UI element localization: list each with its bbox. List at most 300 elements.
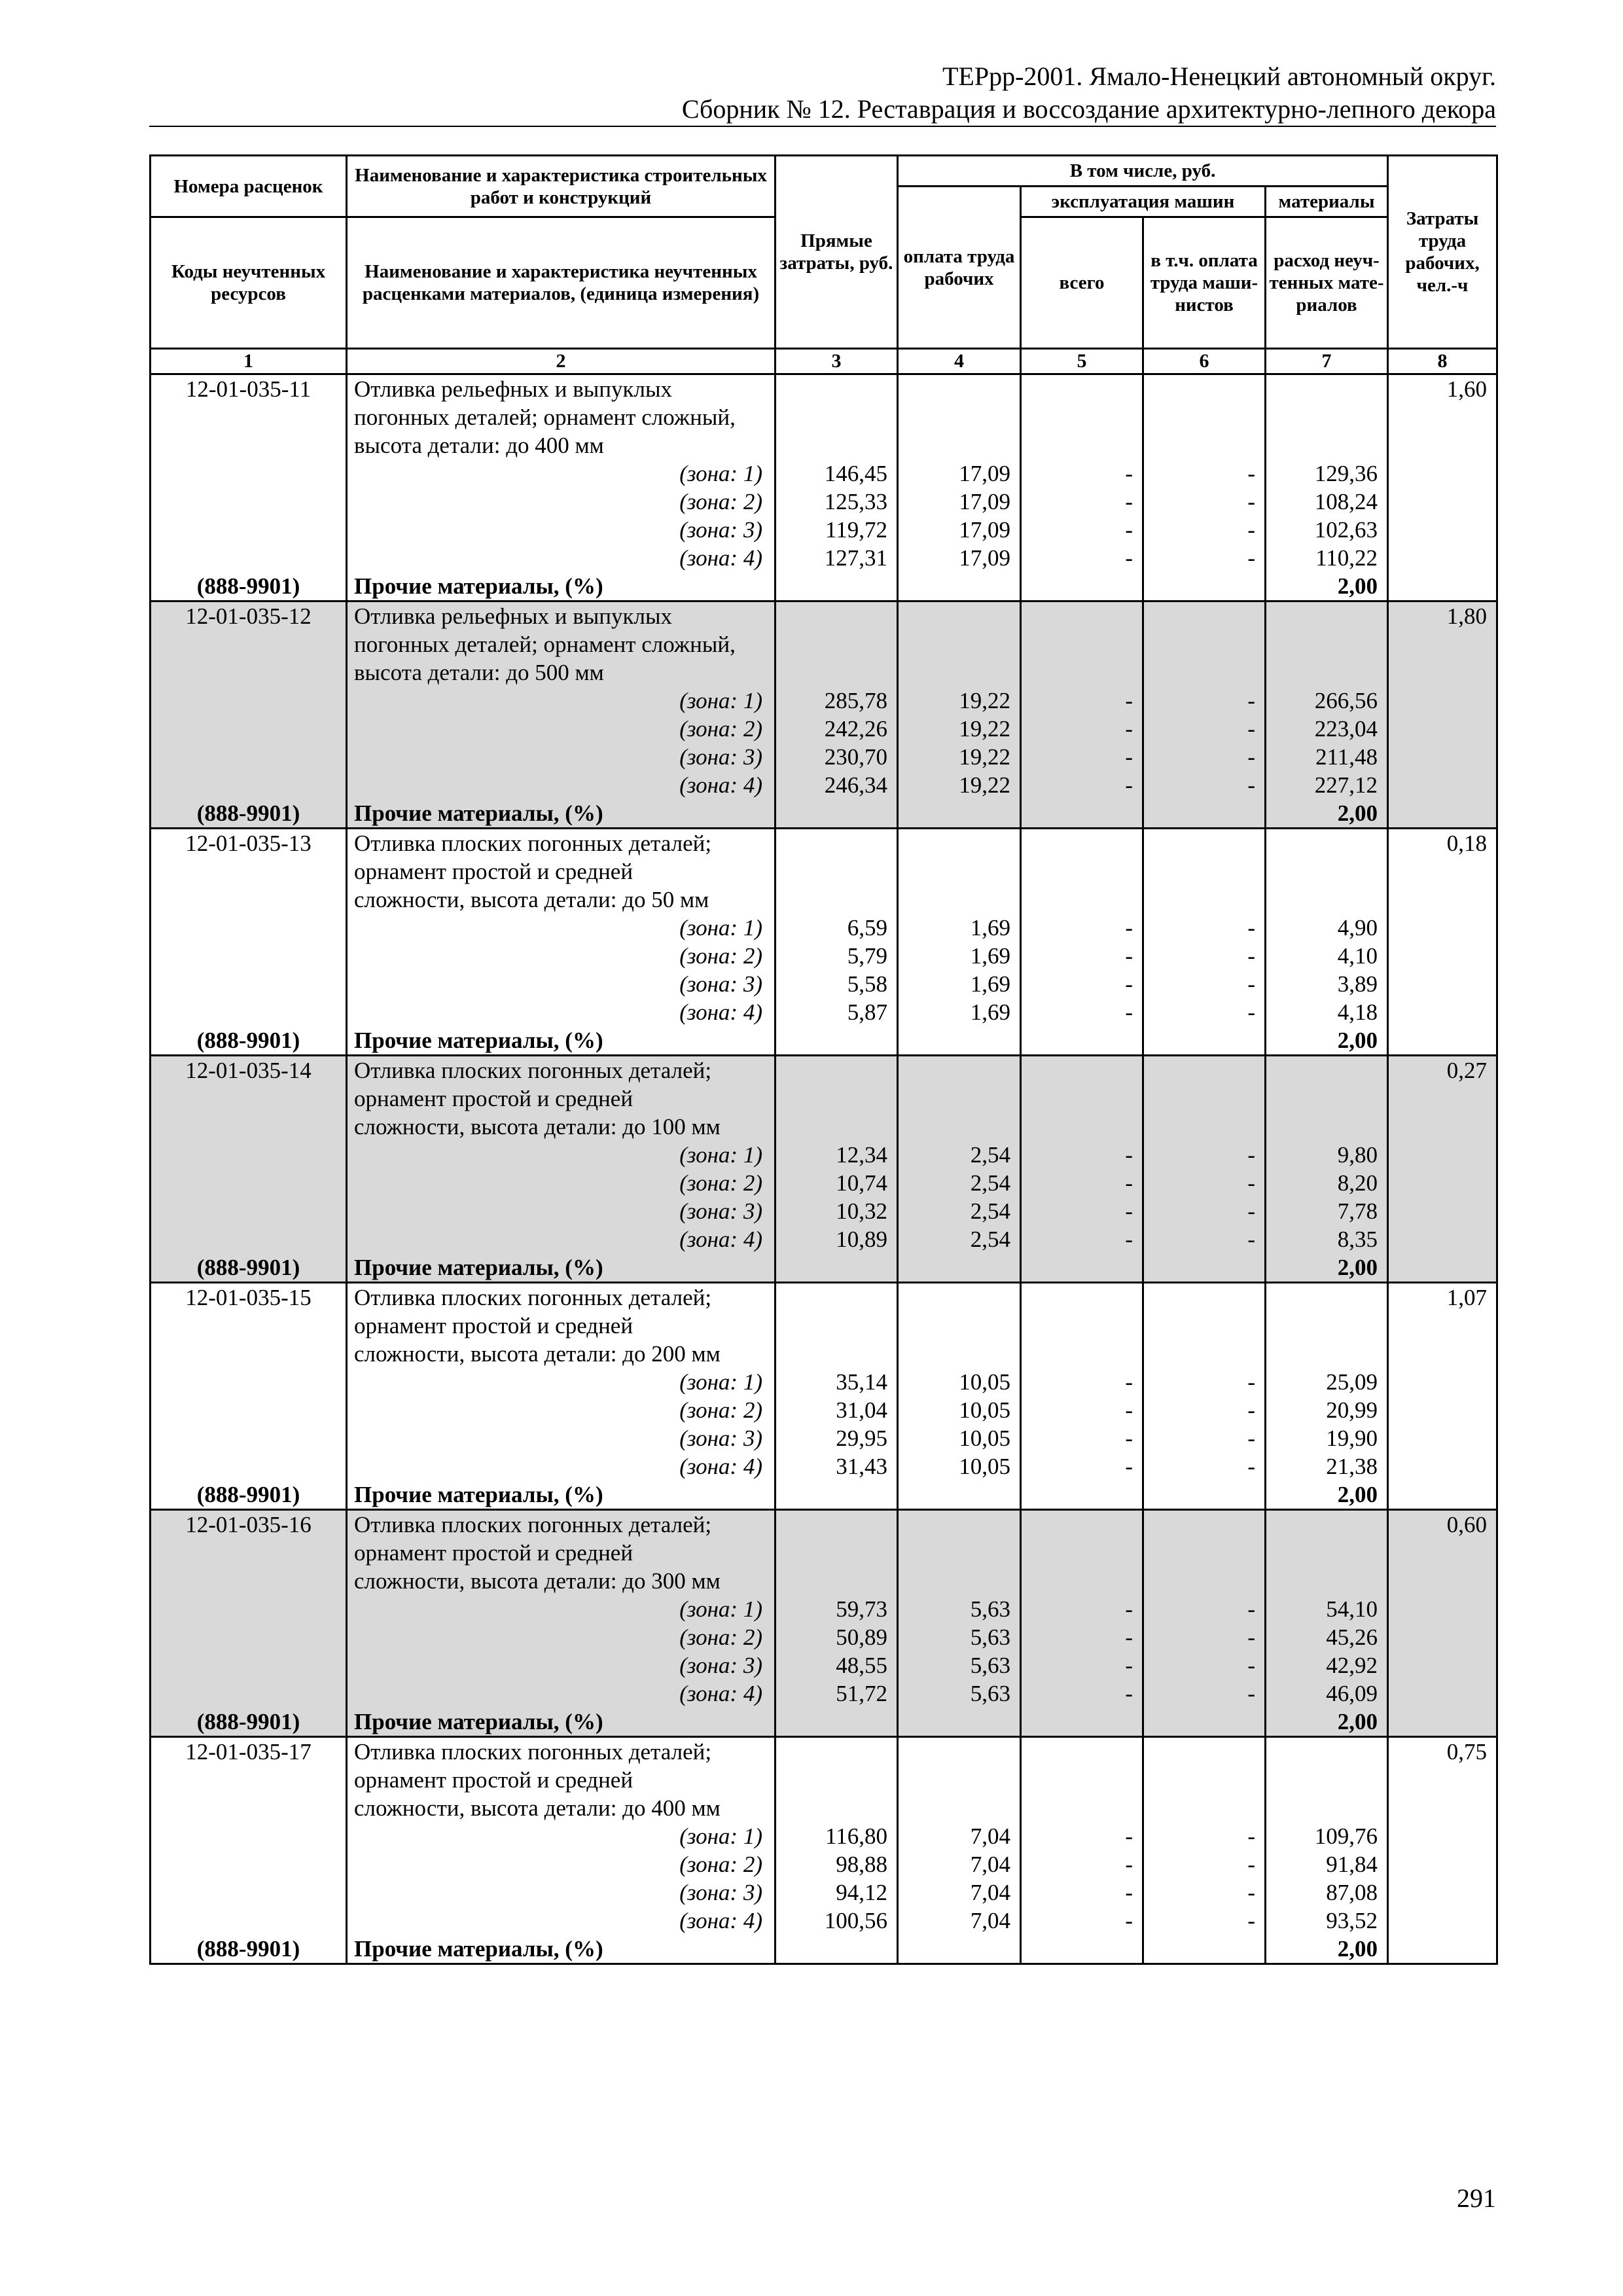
zone-label: (зона: 1) <box>679 1596 762 1622</box>
worker-pay-cell <box>898 829 1021 1056</box>
worker-pay: 10,05 <box>959 1397 1010 1423</box>
operators-value: - <box>1247 517 1255 543</box>
materials-value: 102,63 <box>1314 517 1378 543</box>
zone-label: (зона: 3) <box>679 744 762 770</box>
head-direct-costs: Прямые затраты, руб. <box>776 156 898 349</box>
machines-value: - <box>1125 1227 1133 1252</box>
machines-value: - <box>1125 1369 1133 1395</box>
direct-cost: 146,45 <box>824 461 887 486</box>
operators-value: - <box>1247 971 1255 997</box>
operators-value: - <box>1247 744 1255 770</box>
materials-value: 54,10 <box>1326 1596 1378 1622</box>
rate-block <box>151 601 1497 829</box>
operators-value: - <box>1247 1397 1255 1423</box>
materials-value: 3,89 <box>1337 971 1378 997</box>
direct-cost: 29,95 <box>836 1426 887 1451</box>
zone-label: (зона: 3) <box>679 1880 762 1905</box>
worker-pay: 7,04 <box>970 1880 1010 1905</box>
rate-code-cell <box>151 1510 347 1737</box>
column-number: 2 <box>347 349 776 374</box>
zone-label: (зона: 3) <box>679 971 762 997</box>
zone-label: (зона: 4) <box>679 999 762 1025</box>
head-resource-codes: Коды неучтенных ресурсов <box>151 217 347 349</box>
worker-pay: 7,04 <box>970 1823 1010 1849</box>
worker-pay: 19,22 <box>959 688 1010 713</box>
rate-code-cell <box>151 374 347 601</box>
rate-name-line: орнамент простой и средней <box>354 1540 633 1566</box>
machines-value: - <box>1125 772 1133 798</box>
rate-name-line: высота детали: до 400 мм <box>354 433 604 458</box>
worker-pay-cell <box>898 1056 1021 1283</box>
direct-cost: 51,72 <box>836 1681 887 1706</box>
resource-code: (888-9901) <box>196 1936 300 1962</box>
operators-cell <box>1143 1510 1266 1737</box>
direct-cost: 230,70 <box>824 744 887 770</box>
zone-label: (зона: 4) <box>679 545 762 571</box>
head-machine-operation: эксплуатация машин <box>1021 187 1266 217</box>
zone-label: (зона: 2) <box>679 489 762 514</box>
resource-name: Прочие материалы, (%) <box>354 1255 603 1280</box>
operators-cell <box>1143 601 1266 829</box>
rate-block <box>151 1283 1497 1510</box>
materials-cell <box>1266 601 1388 829</box>
materials-value: 9,80 <box>1337 1142 1378 1168</box>
operators-value: - <box>1247 1880 1255 1905</box>
worker-pay: 7,04 <box>970 1852 1010 1877</box>
rate-name-line: сложности, высота детали: до 50 мм <box>354 887 709 912</box>
column-number: 4 <box>898 349 1021 374</box>
labor-cell <box>1388 1737 1497 1964</box>
operators-cell <box>1143 1283 1266 1510</box>
worker-pay: 19,22 <box>959 744 1010 770</box>
table-row <box>151 1056 1497 1283</box>
column-number: 8 <box>1388 349 1497 374</box>
machines-cell <box>1021 1283 1143 1510</box>
rate-block <box>151 829 1497 1056</box>
rate-name-cell <box>347 1283 776 1510</box>
table-row <box>151 1510 1497 1737</box>
rate-name-line: Отливка плоских погонных деталей; <box>354 1058 712 1083</box>
machines-value: - <box>1125 1170 1133 1196</box>
direct-cost: 285,78 <box>824 688 887 713</box>
worker-pay: 1,69 <box>970 943 1010 969</box>
direct-cost: 35,14 <box>836 1369 887 1395</box>
resource-name: Прочие материалы, (%) <box>354 1482 603 1507</box>
zone-label: (зона: 3) <box>679 517 762 543</box>
rate-code-cell <box>151 1056 347 1283</box>
table-row <box>151 601 1497 829</box>
labor-value: 0,75 <box>1446 1739 1488 1765</box>
operators-value: - <box>1247 545 1255 571</box>
materials-value: 109,76 <box>1314 1823 1378 1849</box>
rate-code: 12-01-035-13 <box>185 831 312 856</box>
materials-value: 4,18 <box>1337 999 1378 1025</box>
machines-value: - <box>1125 1852 1133 1877</box>
materials-value: 4,10 <box>1337 943 1378 969</box>
worker-pay: 19,22 <box>959 716 1010 742</box>
worker-pay: 2,54 <box>970 1142 1010 1168</box>
machines-value: - <box>1125 1653 1133 1678</box>
operators-cell <box>1143 1056 1266 1283</box>
rate-name-line: Отливка плоских погонных деталей; <box>354 1285 712 1310</box>
worker-pay: 5,63 <box>970 1653 1010 1678</box>
worker-pay: 10,05 <box>959 1454 1010 1479</box>
rate-name-line: сложности, высота детали: до 200 мм <box>354 1341 721 1367</box>
rate-name-cell <box>347 1510 776 1737</box>
materials-value: 266,56 <box>1314 688 1378 713</box>
resource-code: (888-9901) <box>196 1482 300 1507</box>
materials-value: 87,08 <box>1326 1880 1378 1905</box>
materials-value: 4,90 <box>1337 915 1378 941</box>
rate-code-cell <box>151 601 347 829</box>
machines-value: - <box>1125 1823 1133 1849</box>
worker-pay-cell <box>898 1283 1021 1510</box>
resource-value: 2,00 <box>1337 800 1378 826</box>
operators-value: - <box>1247 716 1255 742</box>
worker-pay: 2,54 <box>970 1227 1010 1252</box>
operators-value: - <box>1247 1142 1255 1168</box>
table-row <box>151 1737 1497 1964</box>
resource-code: (888-9901) <box>196 1709 300 1734</box>
operators-value: - <box>1247 1227 1255 1252</box>
rate-name-line: Отливка плоских погонных деталей; <box>354 1512 712 1537</box>
direct-costs-cell <box>776 1056 898 1283</box>
rate-code: 12-01-035-16 <box>185 1512 312 1537</box>
operators-value: - <box>1247 1908 1255 1933</box>
operators-value: - <box>1247 1426 1255 1451</box>
materials-cell <box>1266 1283 1388 1510</box>
zone-label: (зона: 4) <box>679 1908 762 1933</box>
head-materials: материалы <box>1266 187 1388 217</box>
resource-code: (888-9901) <box>196 573 300 599</box>
materials-value: 21,38 <box>1326 1454 1378 1479</box>
machines-value: - <box>1125 545 1133 571</box>
machines-value: - <box>1125 1454 1133 1479</box>
operators-value: - <box>1247 915 1255 941</box>
worker-pay-cell <box>898 601 1021 829</box>
materials-value: 227,12 <box>1314 772 1378 798</box>
table-head <box>151 156 1497 374</box>
rate-code-cell <box>151 1283 347 1510</box>
rate-name-cell <box>347 1056 776 1283</box>
worker-pay: 10,05 <box>959 1426 1010 1451</box>
materials-value: 211,48 <box>1315 744 1378 770</box>
materials-cell <box>1266 1510 1388 1737</box>
resource-name: Прочие материалы, (%) <box>354 1936 603 1962</box>
head-operator-pay: в т.ч. оплата труда маши-нистов <box>1143 217 1266 349</box>
machines-cell <box>1021 1056 1143 1283</box>
zone-label: (зона: 1) <box>679 915 762 941</box>
rate-code: 12-01-035-11 <box>185 376 312 402</box>
column-number-row <box>151 349 1497 374</box>
page-number: 291 <box>1457 2183 1496 2213</box>
direct-cost: 10,74 <box>836 1170 887 1196</box>
rate-name-cell <box>347 829 776 1056</box>
labor-cell <box>1388 1510 1497 1737</box>
materials-value: 42,92 <box>1326 1653 1378 1678</box>
worker-pay: 17,09 <box>959 517 1010 543</box>
materials-cell <box>1266 374 1388 601</box>
machines-value: - <box>1125 915 1133 941</box>
operators-value: - <box>1247 688 1255 713</box>
operators-value: - <box>1247 1823 1255 1849</box>
resource-code: (888-9901) <box>196 1028 300 1053</box>
machines-value: - <box>1125 489 1133 514</box>
zone-label: (зона: 3) <box>679 1653 762 1678</box>
worker-pay: 1,69 <box>970 971 1010 997</box>
zone-label: (зона: 2) <box>679 943 762 969</box>
worker-pay-cell <box>898 1510 1021 1737</box>
rate-name-line: погонных деталей; орнамент сложный, <box>354 632 736 657</box>
materials-value: 8,20 <box>1337 1170 1378 1196</box>
zone-label: (зона: 2) <box>679 1170 762 1196</box>
head-resource-name: Наименование и характеристика неучтенных расценками материалов, (единица измерения) <box>347 217 776 349</box>
direct-costs-cell <box>776 1283 898 1510</box>
direct-costs-cell <box>776 374 898 601</box>
head-worker-pay: оплата труда рабочих <box>898 187 1021 349</box>
operators-value: - <box>1247 1596 1255 1622</box>
materials-value: 8,35 <box>1337 1227 1378 1252</box>
operators-value: - <box>1247 1681 1255 1706</box>
direct-cost: 119,72 <box>825 517 887 543</box>
column-number: 3 <box>776 349 898 374</box>
zone-label: (зона: 3) <box>679 1198 762 1224</box>
materials-value: 25,09 <box>1326 1369 1378 1395</box>
resource-value: 2,00 <box>1337 1482 1378 1507</box>
rate-name-line: орнамент простой и средней <box>354 1313 633 1338</box>
head-work-name: Наименование и характеристика строительных работ и конструкций <box>347 156 776 217</box>
worker-pay: 17,09 <box>959 545 1010 571</box>
machines-cell <box>1021 1510 1143 1737</box>
materials-value: 108,24 <box>1314 489 1378 514</box>
direct-cost: 31,43 <box>836 1454 887 1479</box>
rate-name-line: орнамент простой и средней <box>354 859 633 884</box>
direct-costs-cell <box>776 829 898 1056</box>
machines-value: - <box>1125 1596 1133 1622</box>
direct-cost: 5,87 <box>847 999 887 1025</box>
direct-cost: 127,31 <box>824 545 887 571</box>
zone-label: (зона: 4) <box>679 1681 762 1706</box>
zone-label: (зона: 1) <box>679 1369 762 1395</box>
labor-cell <box>1388 1056 1497 1283</box>
rate-name-line: погонных деталей; орнамент сложный, <box>354 404 736 430</box>
resource-code: (888-9901) <box>196 800 300 826</box>
worker-pay: 10,05 <box>959 1369 1010 1395</box>
machines-value: - <box>1125 1198 1133 1224</box>
materials-cell <box>1266 1056 1388 1283</box>
machines-value: - <box>1125 744 1133 770</box>
table-row <box>151 829 1497 1056</box>
direct-cost: 10,89 <box>836 1227 887 1252</box>
rate-name-line: орнамент простой и средней <box>354 1767 633 1793</box>
head-rate-numbers: Номера расценок <box>151 156 347 217</box>
direct-cost: 116,80 <box>825 1823 887 1849</box>
rate-name-cell <box>347 374 776 601</box>
direct-cost: 98,88 <box>836 1852 887 1877</box>
machines-value: - <box>1125 517 1133 543</box>
rate-code-cell <box>151 829 347 1056</box>
zone-label: (зона: 2) <box>679 1397 762 1423</box>
zone-label: (зона: 2) <box>679 1852 762 1877</box>
worker-pay: 5,63 <box>970 1681 1010 1706</box>
resource-name: Прочие материалы, (%) <box>354 573 603 599</box>
zone-label: (зона: 1) <box>679 688 762 713</box>
header-line-1: ТЕРрр-2001. Ямало-Ненецкий автономный округ. <box>942 62 1496 91</box>
machines-value: - <box>1125 1397 1133 1423</box>
resource-value: 2,00 <box>1337 1709 1378 1734</box>
direct-costs-cell <box>776 601 898 829</box>
worker-pay: 17,09 <box>959 461 1010 486</box>
materials-value: 45,26 <box>1326 1624 1378 1650</box>
labor-cell <box>1388 1283 1497 1510</box>
resource-value: 2,00 <box>1337 1028 1378 1053</box>
rate-code: 12-01-035-17 <box>185 1739 312 1765</box>
direct-cost: 125,33 <box>824 489 887 514</box>
operators-value: - <box>1247 772 1255 798</box>
machines-value: - <box>1125 1426 1133 1451</box>
worker-pay: 1,69 <box>970 915 1010 941</box>
zone-label: (зона: 1) <box>679 461 762 486</box>
operators-value: - <box>1247 943 1255 969</box>
zone-label: (зона: 4) <box>679 1227 762 1252</box>
rate-code: 12-01-035-15 <box>185 1285 312 1310</box>
worker-pay: 17,09 <box>959 489 1010 514</box>
direct-cost: 59,73 <box>836 1596 887 1622</box>
machines-value: - <box>1125 1880 1133 1905</box>
labor-value: 1,80 <box>1446 603 1488 629</box>
rate-name-line: орнамент простой и средней <box>354 1086 633 1111</box>
operators-value: - <box>1247 1369 1255 1395</box>
rate-code: 12-01-035-14 <box>185 1058 312 1083</box>
labor-value: 0,18 <box>1446 831 1488 856</box>
materials-value: 46,09 <box>1326 1681 1378 1706</box>
labor-cell <box>1388 829 1497 1056</box>
machines-value: - <box>1125 461 1133 486</box>
materials-value: 20,99 <box>1326 1397 1378 1423</box>
worker-pay: 19,22 <box>959 772 1010 798</box>
direct-cost: 31,04 <box>836 1397 887 1423</box>
worker-pay: 2,54 <box>970 1198 1010 1224</box>
resource-value: 2,00 <box>1337 1936 1378 1962</box>
zone-label: (зона: 1) <box>679 1823 762 1849</box>
direct-cost: 5,79 <box>847 943 887 969</box>
materials-value: 91,84 <box>1326 1852 1378 1877</box>
rate-block <box>151 1510 1497 1737</box>
operators-cell <box>1143 374 1266 601</box>
worker-pay: 7,04 <box>970 1908 1010 1933</box>
machines-cell <box>1021 829 1143 1056</box>
direct-cost: 242,26 <box>824 716 887 742</box>
rate-block <box>151 1737 1497 1964</box>
worker-pay: 2,54 <box>970 1170 1010 1196</box>
head-total: всего <box>1021 217 1143 349</box>
operators-value: - <box>1247 1170 1255 1196</box>
machines-cell <box>1021 601 1143 829</box>
zone-label: (зона: 3) <box>679 1426 762 1451</box>
worker-pay-cell <box>898 374 1021 601</box>
rate-name-line: сложности, высота детали: до 100 мм <box>354 1114 721 1139</box>
direct-cost: 12,34 <box>836 1142 887 1168</box>
operators-value: - <box>1247 1653 1255 1678</box>
rate-name-line: сложности, высота детали: до 300 мм <box>354 1568 721 1594</box>
labor-cell <box>1388 601 1497 829</box>
materials-value: 19,90 <box>1326 1426 1378 1451</box>
machines-value: - <box>1125 999 1133 1025</box>
machines-cell <box>1021 1737 1143 1964</box>
operators-value: - <box>1247 1852 1255 1877</box>
worker-pay: 5,63 <box>970 1596 1010 1622</box>
rate-name-line: Отливка рельефных и выпуклых <box>354 603 673 629</box>
machines-value: - <box>1125 1142 1133 1168</box>
rate-block <box>151 1056 1497 1283</box>
rate-block <box>151 374 1497 601</box>
machines-value: - <box>1125 1624 1133 1650</box>
worker-pay: 1,69 <box>970 999 1010 1025</box>
direct-costs-cell <box>776 1510 898 1737</box>
rate-name-line: Отливка рельефных и выпуклых <box>354 376 673 402</box>
machines-value: - <box>1125 943 1133 969</box>
labor-cell <box>1388 374 1497 601</box>
machines-value: - <box>1125 971 1133 997</box>
zone-label: (зона: 2) <box>679 716 762 742</box>
materials-value: 7,78 <box>1337 1198 1378 1224</box>
operators-value: - <box>1247 489 1255 514</box>
materials-cell <box>1266 829 1388 1056</box>
page-header <box>149 60 1496 127</box>
direct-cost: 10,32 <box>836 1198 887 1224</box>
head-labor-costs: Затраты труда рабочих, чел.-ч <box>1388 156 1497 349</box>
zone-label: (зона: 4) <box>679 772 762 798</box>
column-number: 5 <box>1021 349 1143 374</box>
direct-cost: 94,12 <box>836 1880 887 1905</box>
head-including: В том числе, руб. <box>898 156 1388 187</box>
direct-cost: 100,56 <box>824 1908 887 1933</box>
worker-pay: 5,63 <box>970 1624 1010 1650</box>
table-row <box>151 1283 1497 1510</box>
labor-value: 1,07 <box>1446 1285 1488 1310</box>
zone-label: (зона: 1) <box>679 1142 762 1168</box>
direct-cost: 246,34 <box>824 772 887 798</box>
materials-cell <box>1266 1737 1388 1964</box>
operators-value: - <box>1247 999 1255 1025</box>
head-material-consumption: расход неуч-тенных мате-риалов <box>1266 217 1388 349</box>
labor-value: 0,27 <box>1446 1058 1488 1083</box>
rate-name-line: сложности, высота детали: до 400 мм <box>354 1795 721 1821</box>
zone-label: (зона: 2) <box>679 1624 762 1650</box>
direct-cost: 6,59 <box>847 915 887 941</box>
operators-cell <box>1143 1737 1266 1964</box>
resource-code: (888-9901) <box>196 1255 300 1280</box>
labor-value: 1,60 <box>1446 376 1488 402</box>
operators-value: - <box>1247 461 1255 486</box>
column-number: 1 <box>151 349 347 374</box>
machines-cell <box>1021 374 1143 601</box>
operators-value: - <box>1247 1454 1255 1479</box>
machines-value: - <box>1125 1681 1133 1706</box>
labor-value: 0,60 <box>1446 1512 1488 1537</box>
rate-name-cell <box>347 1737 776 1964</box>
resource-name: Прочие материалы, (%) <box>354 1709 603 1734</box>
direct-costs-cell <box>776 1737 898 1964</box>
header-line-2: Сборник № 12. Реставрация и воссоздание архитектурно-лепного декора <box>149 93 1496 127</box>
direct-cost: 50,89 <box>836 1624 887 1650</box>
operators-cell <box>1143 829 1266 1056</box>
zone-label: (зона: 4) <box>679 1454 762 1479</box>
operators-value: - <box>1247 1624 1255 1650</box>
direct-cost: 48,55 <box>836 1653 887 1678</box>
rate-name-line: высота детали: до 500 мм <box>354 660 604 685</box>
column-number: 6 <box>1143 349 1266 374</box>
